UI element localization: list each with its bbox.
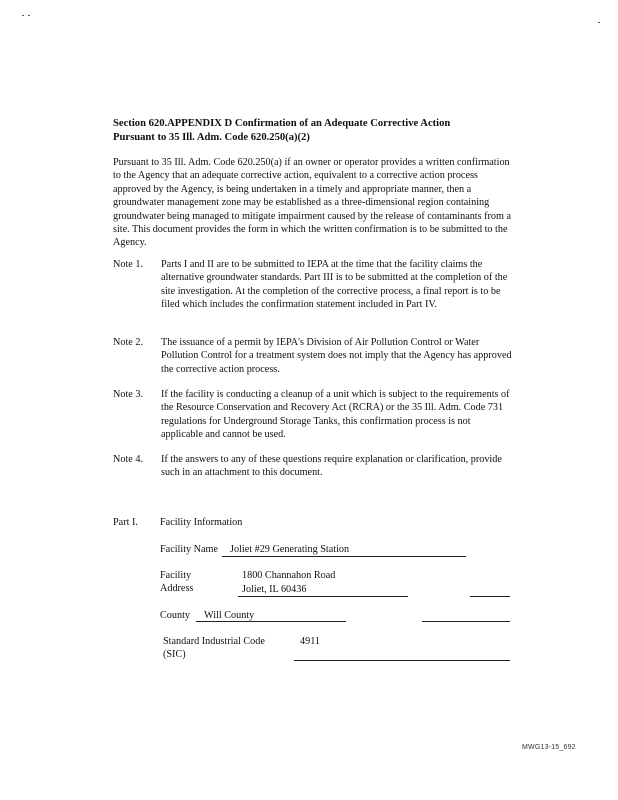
address-underline-extra xyxy=(470,596,510,597)
sic-label xyxy=(163,635,265,662)
part-title: Facility Information xyxy=(160,517,243,528)
intro-paragraph: Pursuant to 35 Ill. Adm. Code 620.250(a) if an owner or operator provides a written confirmation to the Agency that an adequate corrective action, equivalent to a corrective action process approved by the Agency, is being undertaken in a timely and appropriate manner, then a groundwater management zone may be established as a three-dimensional region containing groundwater being managed to mitigate impairment caused by the release of contaminants from a site. This document provides the form in which the written confirmation is to be submitted to the Agency. xyxy=(113,157,512,249)
section-heading xyxy=(113,117,513,144)
county-underline xyxy=(196,621,346,622)
note-label: Note 2. xyxy=(113,337,143,348)
scan-speck xyxy=(598,22,600,23)
note-text: If the answers to any of these questions require explanation or clarification, provide such in an attachment to this document. xyxy=(161,454,502,479)
scan-speck xyxy=(22,15,24,16)
county-value: Will County xyxy=(204,610,255,621)
address-underline xyxy=(238,596,408,597)
sic-label-2: (SIC) xyxy=(163,649,186,661)
sic-value: 4911 xyxy=(300,636,320,647)
facility-address-label-2: Address xyxy=(160,583,194,595)
note-text: The issuance of a permit by IEPA's Division of Air Pollution Control or Water Pollution Control for a treatment system does not imply that the Agency has approved the corrective action process. xyxy=(161,337,512,375)
facility-name-underline xyxy=(222,556,466,557)
note-text: If the facility is conducting a cleanup of a unit which is subject to the requirements of the Resource Conservation and Recovery Act (RCRA) or the 35 Ill. Adm. Code 731 regulations for Underground Storage Tanks, this confirmation process is not applicable and cannot be used. xyxy=(161,389,510,441)
sic-underline xyxy=(294,660,510,661)
note-text: Parts I and II are to be submitted to IEPA at the time that the facility claims the alternative groundwater standards. Part III is to be submitted at the completion of the site investigation. At the completion of the corrective process, a final report is to be filed which includes the confirmation statement included in Part IV. xyxy=(161,259,508,311)
sic-label-1: Standard Industrial Code xyxy=(163,636,265,647)
footer-code: MWG13-15_692 xyxy=(522,744,576,751)
note-label: Note 3. xyxy=(113,389,143,400)
facility-address-label xyxy=(160,569,193,596)
address-line-2: Joliet, IL 60436 xyxy=(242,584,307,595)
county-label: County xyxy=(160,610,191,621)
facility-address-label-1: Facility xyxy=(160,570,192,581)
note-label: Note 4. xyxy=(113,454,143,465)
county-underline-extra xyxy=(422,621,510,622)
facility-name-value: Joliet #29 Generating Station xyxy=(230,544,350,555)
address-line-1: 1800 Channahon Road xyxy=(242,570,336,581)
section-heading-line1: Section 620.APPENDIX D Confirmation of an Adequate Corrective Action xyxy=(113,118,451,129)
part-label: Part I. xyxy=(113,517,138,528)
scan-speck xyxy=(28,15,30,16)
section-heading-line2: Pursuant to 35 Ill. Adm. Code 620.250(a)(2) xyxy=(113,131,310,143)
note-label: Note 1. xyxy=(113,259,143,270)
facility-name-label: Facility Name xyxy=(160,544,218,555)
